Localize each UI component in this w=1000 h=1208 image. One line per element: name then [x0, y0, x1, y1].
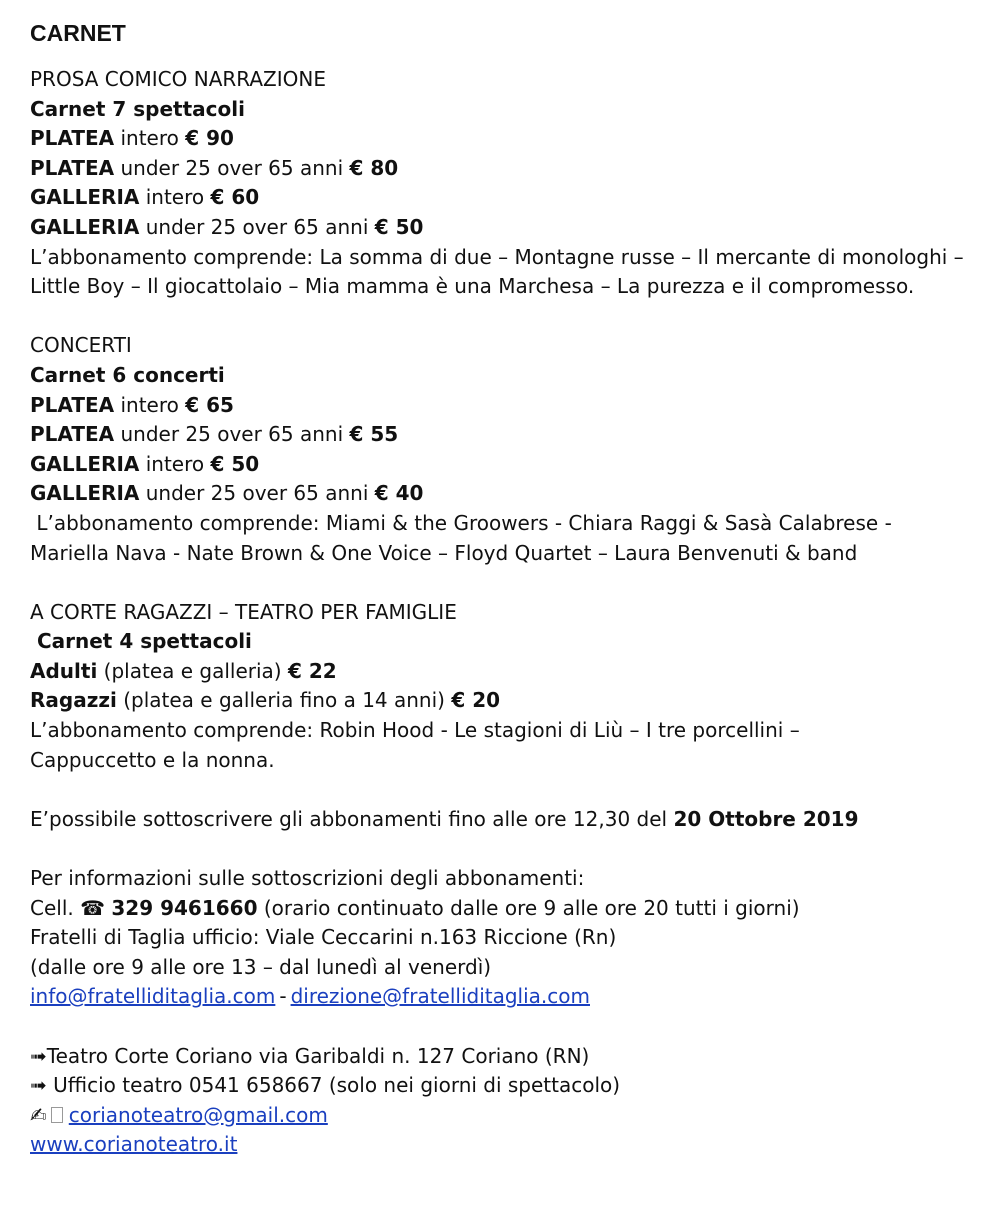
teatro-address: Teatro Corte Coriano via Garibaldi n. 127 Coriano (RN) [46, 1043, 590, 1068]
price-row [30, 154, 970, 184]
email-line [30, 982, 970, 1012]
price-row [30, 391, 970, 421]
price-desc: under 25 over 65 anni [139, 481, 375, 506]
carnet-title: Carnet 6 concerti [30, 362, 225, 387]
teatro-email-line [30, 1101, 970, 1131]
phone-line [30, 894, 970, 924]
section-header: A CORTE RAGAZZI – TEATRO PER FAMIGLIE [30, 599, 457, 624]
spacer [30, 775, 970, 805]
includes-text: L’abbonamento comprende: La somma di due – Montagne russe – Il mercante di monologhi – Little Boy – Il giocattolaio – Mia mamma è una Marchesa – La purezza e il compromesso. [30, 244, 964, 299]
price-desc: (platea e galleria fino a 14 anni) [116, 688, 452, 713]
teatro-address-line [30, 1042, 970, 1072]
price-row [30, 450, 970, 480]
price-value: € 80 [349, 155, 399, 180]
cell-label: Cell. [30, 895, 81, 920]
price-row [30, 213, 970, 243]
price-desc: (platea e galleria) [97, 658, 288, 683]
page-title: CARNET [30, 20, 126, 46]
section-prosa [30, 65, 970, 302]
spacer [30, 568, 970, 598]
price-desc: intero [139, 451, 211, 476]
website-link[interactable]: www.corianoteatro.it [30, 1132, 238, 1157]
price-value: € 40 [374, 481, 424, 506]
section-concerti [30, 331, 970, 568]
box-icon [51, 1107, 63, 1123]
price-label: PLATEA [30, 126, 115, 151]
price-label: Adulti [30, 658, 98, 683]
phone-number: 329 9461660 [111, 895, 258, 920]
deadline-line [30, 805, 970, 835]
includes-text: L’abbonamento comprende: Robin Hood - Le stagioni di Liù – I tre porcellini – Cappuccetto e la nonna. [30, 718, 800, 772]
carnet-title: Carnet 4 spettacoli [30, 629, 252, 654]
price-desc: under 25 over 65 anni [114, 422, 350, 447]
price-value: € 20 [451, 688, 501, 713]
price-value: € 50 [210, 451, 260, 476]
price-row [30, 124, 970, 154]
info-intro: Per informazioni sulle sottoscrizioni degli abbonamenti: [30, 866, 585, 891]
section-header: PROSA COMICO NARRAZIONE [30, 67, 326, 91]
price-label: GALLERIA [30, 185, 140, 210]
price-value: € 65 [185, 392, 234, 417]
deadline-text: E’possibile sottoscrivere gli abbonamenti fino alle ore 12,30 del [30, 806, 674, 831]
price-desc: intero [114, 392, 186, 417]
price-label: GALLERIA [30, 451, 140, 476]
deadline-date: 20 Ottobre 2019 [673, 806, 859, 831]
price-label: PLATEA [30, 392, 115, 417]
telephone-icon: ☎ [80, 895, 106, 920]
spacer [30, 302, 970, 332]
price-value: € 55 [349, 422, 399, 447]
office-address: Fratelli di Taglia ufficio: Viale Ceccarini n.163 Riccione (Rn) [30, 925, 617, 950]
teatro-block [30, 1042, 970, 1160]
price-label: PLATEA [30, 422, 115, 447]
price-value: € 90 [185, 126, 234, 151]
price-label: GALLERIA [30, 214, 140, 239]
arrow-icon: ➟ [30, 1043, 47, 1068]
price-value: € 50 [374, 214, 424, 239]
price-desc: under 25 over 65 anni [114, 155, 350, 180]
arrow-icon: ➟ [30, 1073, 47, 1098]
email-link-direzione[interactable]: direzione@fratelliditaglia.com [290, 984, 590, 1009]
price-row [30, 420, 970, 450]
email-link-teatro[interactable]: corianoteatro@gmail.com [68, 1102, 328, 1127]
price-row [30, 183, 970, 213]
price-value: € 60 [210, 185, 260, 210]
website-line [30, 1130, 970, 1160]
price-label: Ragazzi [30, 688, 117, 713]
spacer [30, 1012, 970, 1042]
spacer [30, 834, 970, 864]
phone-note: (orario continuato dalle ore 9 alle ore 20 tutti i giorni) [257, 895, 800, 920]
price-row [30, 479, 970, 509]
price-desc: intero [114, 126, 186, 151]
info-block [30, 864, 970, 1012]
price-value: € 22 [287, 658, 337, 683]
email-link-info[interactable]: info@fratelliditaglia.com [30, 984, 276, 1009]
teatro-office-line [30, 1071, 970, 1101]
price-row [30, 686, 970, 716]
price-label: PLATEA [30, 155, 115, 180]
includes-text: L’abbonamento comprende: Miami & the Groowers - Chiara Raggi & Sasà Calabrese - Mariella Nava - Nate Brown & One Voice – Floyd Quartet – Laura Benvenuti & band [30, 510, 899, 565]
section-header: CONCERTI [30, 333, 132, 358]
price-desc: intero [139, 185, 211, 210]
price-desc: under 25 over 65 anni [139, 214, 375, 239]
email-separator: - [279, 984, 287, 1009]
pen-icon: ✍ [30, 1102, 47, 1127]
carnet-title: Carnet 7 spettacoli [30, 96, 245, 121]
section-ragazzi [30, 598, 970, 776]
teatro-office: Ufficio teatro 0541 658667 (solo nei giorni di spettacolo) [46, 1073, 621, 1098]
price-row [30, 657, 970, 687]
price-label: GALLERIA [30, 481, 140, 506]
office-hours: (dalle ore 9 alle ore 13 – dal lunedì al venerdì) [30, 954, 492, 979]
